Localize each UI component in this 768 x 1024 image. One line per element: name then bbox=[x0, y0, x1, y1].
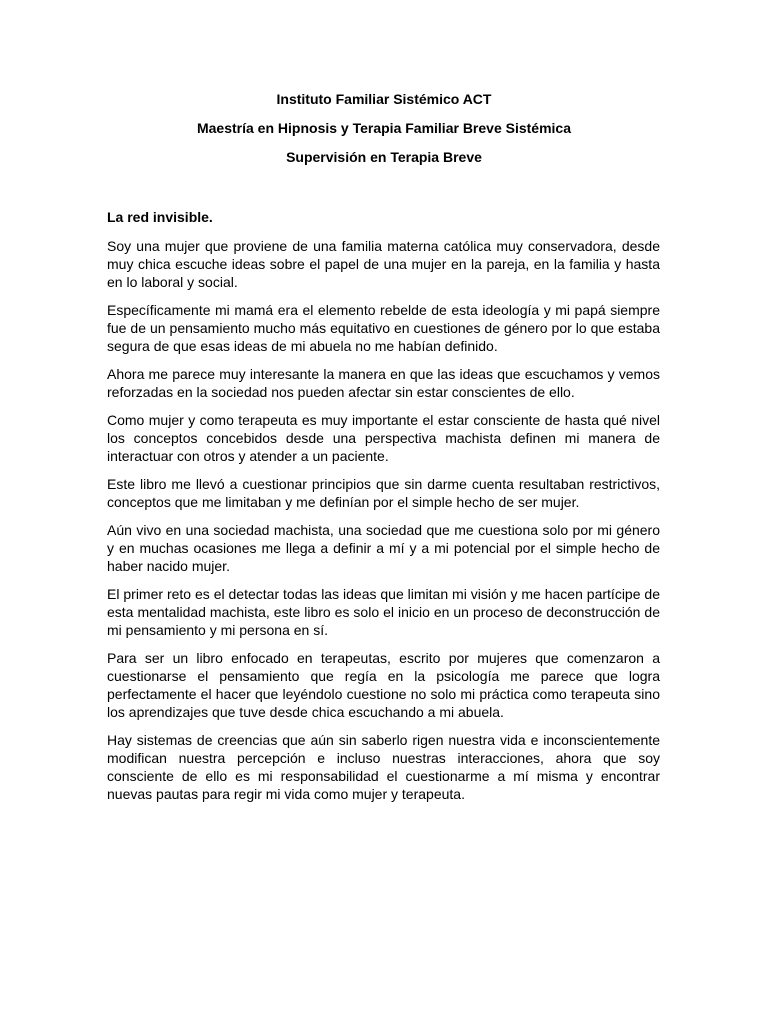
paragraph-7: El primer reto es el detectar todas las ideas que limitan mi visión y me hacen partícipe de esta mentalidad machista, este libro es solo el inicio en un proceso de deconstrucción de mi pensamiento y mi persona en sí. bbox=[107, 586, 660, 638]
paragraph-4: Como mujer y como terapeuta es muy importante el estar consciente de hasta qué nivel los conceptos concebidos desde una perspectiva machista definen mi manera de interactuar con otros y atender a un paciente. bbox=[107, 412, 660, 464]
document-header bbox=[0, 90, 768, 177]
paragraph-5: Este libro me llevó a cuestionar principios que sin darme cuenta resultaban restrictivos, conceptos que me limitaban y me definían por el simple hecho de ser mujer. bbox=[107, 476, 660, 510]
paragraph-1: Soy una mujer que proviene de una familia materna católica muy conservadora, desde muy chica escuche ideas sobre el papel de una mujer en la pareja, en la familia y hasta en lo laboral y social. bbox=[107, 238, 660, 290]
program-name: Maestría en Hipnosis y Terapia Familiar Breve Sistémica bbox=[196, 120, 571, 136]
paragraph-6: Aún vivo en una sociedad machista, una sociedad que me cuestiona solo por mi género y en muchas ocasiones me llega a definir a mí y a mi potencial por el simple hecho de haber nacido mujer. bbox=[107, 522, 660, 574]
document-body bbox=[107, 208, 660, 813]
paragraph-8: Para ser un libro enfocado en terapeutas, escrito por mujeres que comenzaron a cuestionarse el pensamiento que regía en la psicología me parece que logra perfectamente el hacer que leyéndolo cuestione no solo mi práctica como terapeuta sino los aprendizajes que tuve desde chica escuchando a mi abuela. bbox=[107, 650, 660, 720]
document-title: La red invisible. bbox=[107, 209, 213, 225]
paragraph-2: Específicamente mi mamá era el elemento rebelde de esta ideología y mi papá siempre fue de un pensamiento mucho más equitativo en cuestiones de género por lo que estaba segura de que esas ideas de mi abuela no me habían definido. bbox=[107, 302, 660, 354]
paragraph-3: Ahora me parece muy interesante la manera en que las ideas que escuchamos y vemos reforzadas en la sociedad nos pueden afectar sin estar conscientes de ello. bbox=[107, 366, 660, 400]
course-name: Supervisión en Terapia Breve bbox=[286, 149, 482, 165]
paragraph-9: Hay sistemas de creencias que aún sin saberlo rigen nuestra vida e inconscientemente modifican nuestra percepción e incluso nuestras interacciones, ahora que soy consciente de ello es mi responsabilidad el cuestionarme a mí misma y encontrar nuevas pautas para regir mi vida como mujer y terapeuta. bbox=[107, 732, 660, 802]
institute-name: Instituto Familiar Sistémico ACT bbox=[276, 91, 492, 107]
